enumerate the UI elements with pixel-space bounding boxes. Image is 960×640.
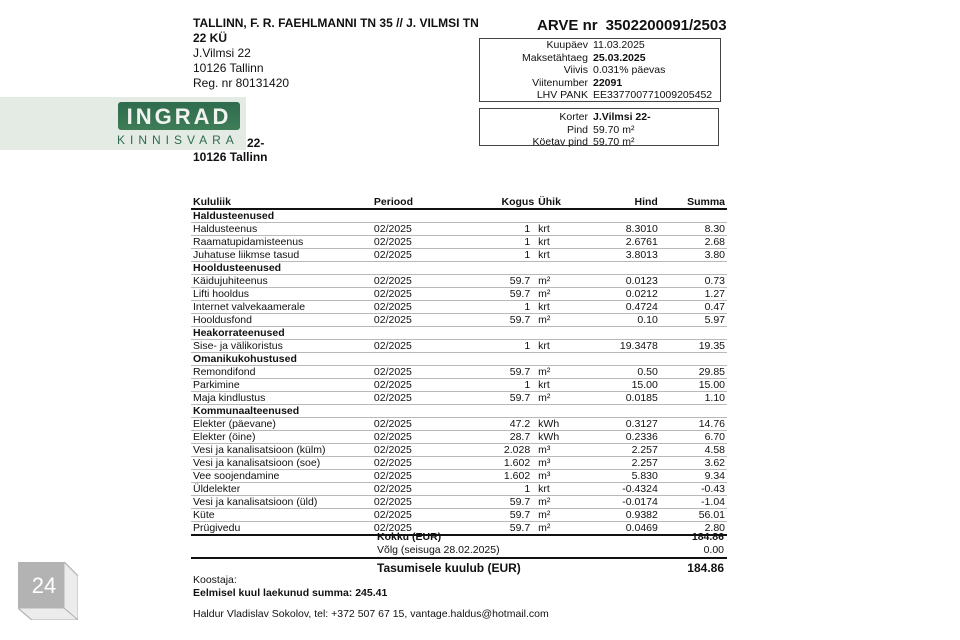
- table-row: [191, 223, 727, 236]
- manager-contact: Haldur Vladislav Sokolov, tel: +372 507 67 15, vantage.haldus@hotmail.com: [193, 608, 549, 620]
- cell-qty: 59.7: [457, 288, 536, 301]
- cell-sum: -1.04: [660, 496, 727, 509]
- cell-name: Internet valvekaamerale: [191, 301, 372, 314]
- cell-sum: 3.80: [660, 249, 727, 262]
- cell-price: 0.10: [589, 314, 660, 327]
- cell-period: 02/2025: [372, 392, 457, 405]
- col-header-name: Kululiik: [191, 196, 372, 209]
- table-row: [191, 444, 727, 457]
- table-row: [191, 249, 727, 262]
- payable-row: [191, 561, 727, 575]
- cell-sum: 2.68: [660, 236, 727, 249]
- cell-unit: m²: [536, 496, 589, 509]
- cell-sum: 8.30: [660, 223, 727, 236]
- table-row: [191, 509, 727, 522]
- cell-name: Maja kindlustus: [191, 392, 372, 405]
- cell-unit: krt: [536, 379, 589, 392]
- info-row: [480, 52, 720, 65]
- cell-price: -0.4324: [589, 483, 660, 496]
- cell-price: -0.0174: [589, 496, 660, 509]
- debt-value: 0.00: [703, 543, 724, 556]
- cell-period: 02/2025: [372, 470, 457, 483]
- table-row: [191, 470, 727, 483]
- info-label: Pind: [566, 123, 588, 136]
- category-label: Haldusteenused: [191, 209, 727, 223]
- info-row: [480, 111, 718, 124]
- cell-qty: 1: [457, 249, 536, 262]
- table-row: [191, 379, 727, 392]
- cell-unit: m²: [536, 522, 589, 536]
- category-label: Kommunaalteenused: [191, 405, 727, 418]
- cell-sum: 29.85: [660, 366, 727, 379]
- debt-row: [191, 544, 727, 557]
- category-row: [191, 209, 727, 223]
- table-row: [191, 288, 727, 301]
- table-header-row: [191, 196, 727, 209]
- payable-label: Tasumisele kuulub (EUR): [377, 561, 521, 575]
- previous-payment: Eelmisel kuul laekunud summa: 245.41: [193, 586, 388, 599]
- cell-sum: 14.76: [660, 418, 727, 431]
- info-value: 22091: [593, 76, 623, 89]
- issuer-name: TALLINN, F. R. FAEHLMANNI TN 35 // J. VILMSI TN 22 KÜ: [193, 16, 479, 45]
- cell-price: 3.8013: [589, 249, 660, 262]
- info-row: [480, 39, 720, 52]
- cell-qty: 59.7: [457, 509, 536, 522]
- debt-label: Võlg (seisuga 28.02.2025): [377, 543, 500, 556]
- recipient-line2: 10126 Tallinn: [193, 150, 268, 164]
- table-row: [191, 392, 727, 405]
- cell-period: 02/2025: [372, 444, 457, 457]
- cell-qty: 59.7: [457, 314, 536, 327]
- issuer-address: J.Vilmsi 22: [193, 46, 251, 60]
- cell-name: Sise- ja välikoristus: [191, 340, 372, 353]
- table-row: [191, 340, 727, 353]
- cell-price: 5.830: [589, 470, 660, 483]
- cell-name: Küte: [191, 509, 372, 522]
- cell-period: 02/2025: [372, 379, 457, 392]
- footer: [193, 574, 549, 621]
- table-row: [191, 483, 727, 496]
- col-header-qty: Kogus: [457, 196, 536, 209]
- cell-qty: 1: [457, 236, 536, 249]
- category-row: [191, 353, 727, 366]
- cell-name: Vesi ja kanalisatsioon (soe): [191, 457, 372, 470]
- table-row: [191, 236, 727, 249]
- table-row: [191, 314, 727, 327]
- table-row: [191, 275, 727, 288]
- table-row: [191, 431, 727, 444]
- cell-qty: 1: [457, 483, 536, 496]
- info-value: 59.70 m²: [593, 123, 635, 136]
- cell-unit: m³: [536, 470, 589, 483]
- cell-price: 2.257: [589, 444, 660, 457]
- info-label: Korter: [559, 111, 588, 123]
- cell-unit: krt: [536, 223, 589, 236]
- recipient-line1: 22-: [247, 136, 265, 150]
- cell-period: 02/2025: [372, 522, 457, 536]
- info-value: 11.03.2025: [593, 39, 645, 51]
- cell-qty: 59.7: [457, 522, 536, 536]
- cell-qty: 59.7: [457, 496, 536, 509]
- invoice-info-box: [479, 38, 721, 102]
- cell-sum: 1.27: [660, 288, 727, 301]
- info-value: 25.03.2025: [593, 51, 646, 64]
- cell-period: 02/2025: [372, 509, 457, 522]
- cell-price: 0.4724: [589, 301, 660, 314]
- cell-unit: m³: [536, 444, 589, 457]
- cell-price: 2.257: [589, 457, 660, 470]
- property-info-box: [479, 108, 719, 149]
- table-row: [191, 366, 727, 379]
- cell-sum: 0.73: [660, 275, 727, 288]
- info-label: Viitenumber: [532, 76, 588, 89]
- cell-name: Raamatupidamisteenus: [191, 236, 372, 249]
- cell-unit: m²: [536, 392, 589, 405]
- cell-qty: 1: [457, 379, 536, 392]
- cell-period: 02/2025: [372, 366, 457, 379]
- cell-name: Prügivedu: [191, 522, 372, 536]
- info-label: Köetav pind: [532, 136, 588, 149]
- info-label: Viivis: [563, 64, 588, 77]
- table-row: [191, 301, 727, 314]
- cell-name: Remondifond: [191, 366, 372, 379]
- cell-sum: 15.00: [660, 379, 727, 392]
- cell-sum: 9.34: [660, 470, 727, 483]
- cell-period: 02/2025: [372, 314, 457, 327]
- cell-price: 0.0185: [589, 392, 660, 405]
- logo-sub-text: KINNISVARA: [117, 133, 239, 147]
- cell-price: 0.0469: [589, 522, 660, 536]
- cell-period: 02/2025: [372, 340, 457, 353]
- table-row: [191, 457, 727, 470]
- cell-price: 15.00: [589, 379, 660, 392]
- cell-price: 2.6761: [589, 236, 660, 249]
- cell-price: 0.50: [589, 366, 660, 379]
- cell-name: Lifti hooldus: [191, 288, 372, 301]
- cell-sum: 4.58: [660, 444, 727, 457]
- info-label: Kuupäev: [546, 39, 588, 51]
- cell-sum: 56.01: [660, 509, 727, 522]
- cell-sum: 1.10: [660, 392, 727, 405]
- info-label: Maksetähtaeg: [522, 51, 588, 64]
- cell-unit: m²: [536, 509, 589, 522]
- cell-price: 19.3478: [589, 340, 660, 353]
- cell-period: 02/2025: [372, 249, 457, 262]
- cell-qty: 59.7: [457, 275, 536, 288]
- cell-period: 02/2025: [372, 288, 457, 301]
- cell-name: Käidujuhiteenus: [191, 275, 372, 288]
- category-row: [191, 405, 727, 418]
- category-row: [191, 327, 727, 340]
- invoice-title: [537, 17, 735, 34]
- cell-period: 02/2025: [372, 301, 457, 314]
- cell-period: 02/2025: [372, 483, 457, 496]
- cell-unit: m²: [536, 288, 589, 301]
- cell-price: 0.9382: [589, 509, 660, 522]
- cell-period: 02/2025: [372, 418, 457, 431]
- logo-main-text: INGRAD: [126, 104, 232, 129]
- cell-name: Hooldusfond: [191, 314, 372, 327]
- cell-name: Juhatuse liikmse tasud: [191, 249, 372, 262]
- invoice-title-label: ARVE nr: [537, 17, 598, 34]
- cell-sum: 0.47: [660, 301, 727, 314]
- category-row: [191, 262, 727, 275]
- cell-qty: 1: [457, 223, 536, 236]
- cell-qty: 1: [457, 340, 536, 353]
- cell-sum: 2.80: [660, 522, 727, 536]
- cell-period: 02/2025: [372, 275, 457, 288]
- cell-period: 02/2025: [372, 457, 457, 470]
- cell-period: 02/2025: [372, 236, 457, 249]
- info-value: EE337700771009205452: [593, 89, 713, 102]
- cell-sum: -0.43: [660, 483, 727, 496]
- cell-unit: krt: [536, 483, 589, 496]
- cell-unit: kWh: [536, 431, 589, 444]
- charges-table: [191, 196, 727, 536]
- info-value: J.Vilmsi 22-: [593, 111, 651, 123]
- issuer-block: [193, 16, 483, 91]
- category-label: Omanikukohustused: [191, 353, 727, 366]
- category-label: Hooldusteenused: [191, 262, 727, 275]
- cell-qty: 2.028: [457, 444, 536, 457]
- cell-price: 8.3010: [589, 223, 660, 236]
- cell-period: 02/2025: [372, 431, 457, 444]
- info-row: [480, 136, 718, 149]
- totals-divider: [191, 557, 727, 559]
- invoice-number: 3502200091/2503: [605, 17, 727, 34]
- table-row: [191, 418, 727, 431]
- cell-name: Elekter (öine): [191, 431, 372, 444]
- cell-period: 02/2025: [372, 223, 457, 236]
- cell-price: 0.0212: [589, 288, 660, 301]
- total-row: [191, 531, 727, 544]
- cell-unit: m²: [536, 314, 589, 327]
- col-header-period: Periood: [372, 196, 457, 209]
- cell-unit: m²: [536, 275, 589, 288]
- cell-name: Elekter (päevane): [191, 418, 372, 431]
- cell-name: Üldelekter: [191, 483, 372, 496]
- cell-name: Vee soojendamine: [191, 470, 372, 483]
- cell-qty: 1.602: [457, 470, 536, 483]
- total-value: 184.86: [691, 531, 724, 543]
- info-row: [480, 89, 720, 102]
- cell-unit: krt: [536, 249, 589, 262]
- cell-price: 0.0123: [589, 275, 660, 288]
- page-number: 24: [31, 573, 57, 598]
- table-row: [191, 496, 727, 509]
- info-row: [480, 124, 718, 137]
- cell-name: Vesi ja kanalisatsioon (külm): [191, 444, 372, 457]
- cell-price: 0.2336: [589, 431, 660, 444]
- cell-qty: 59.7: [457, 366, 536, 379]
- cell-unit: krt: [536, 301, 589, 314]
- issuer-reg: Reg. nr 80131420: [193, 76, 290, 90]
- category-label: Heakorrateenused: [191, 327, 727, 340]
- cell-unit: kWh: [536, 418, 589, 431]
- cell-sum: 5.97: [660, 314, 727, 327]
- info-label: LHV PANK: [536, 89, 588, 102]
- cell-qty: 1.602: [457, 457, 536, 470]
- issuer-city: 10126 Tallinn: [193, 61, 264, 75]
- payable-value: 184.86: [687, 561, 724, 575]
- info-value: 59.70 m²: [593, 136, 635, 149]
- cell-unit: m³: [536, 457, 589, 470]
- info-row: [480, 77, 720, 90]
- cell-sum: 19.35: [660, 340, 727, 353]
- cell-name: Parkimine: [191, 379, 372, 392]
- cell-period: 02/2025: [372, 496, 457, 509]
- cell-qty: 47.2: [457, 418, 536, 431]
- info-row: [480, 64, 720, 77]
- totals-block: [191, 531, 727, 575]
- total-label: Kokku (EUR): [377, 531, 442, 543]
- info-value: 0.031% päevas: [593, 64, 666, 77]
- cell-qty: 28.7: [457, 431, 536, 444]
- col-header-price: Hind: [589, 196, 660, 209]
- cell-unit: m²: [536, 366, 589, 379]
- col-header-sum: Summa: [660, 196, 727, 209]
- cell-unit: krt: [536, 236, 589, 249]
- cell-qty: 59.7: [457, 392, 536, 405]
- cell-name: Vesi ja kanalisatsioon (üld): [191, 496, 372, 509]
- recipient-block: [193, 136, 267, 164]
- cell-qty: 1: [457, 301, 536, 314]
- cell-unit: krt: [536, 340, 589, 353]
- cell-price: 0.3127: [589, 418, 660, 431]
- cell-sum: 3.62: [660, 457, 727, 470]
- cell-name: Haldusteenus: [191, 223, 372, 236]
- cell-sum: 6.70: [660, 431, 727, 444]
- compiler-label: Koostaja:: [193, 574, 237, 586]
- col-header-unit: Ühik: [536, 196, 589, 209]
